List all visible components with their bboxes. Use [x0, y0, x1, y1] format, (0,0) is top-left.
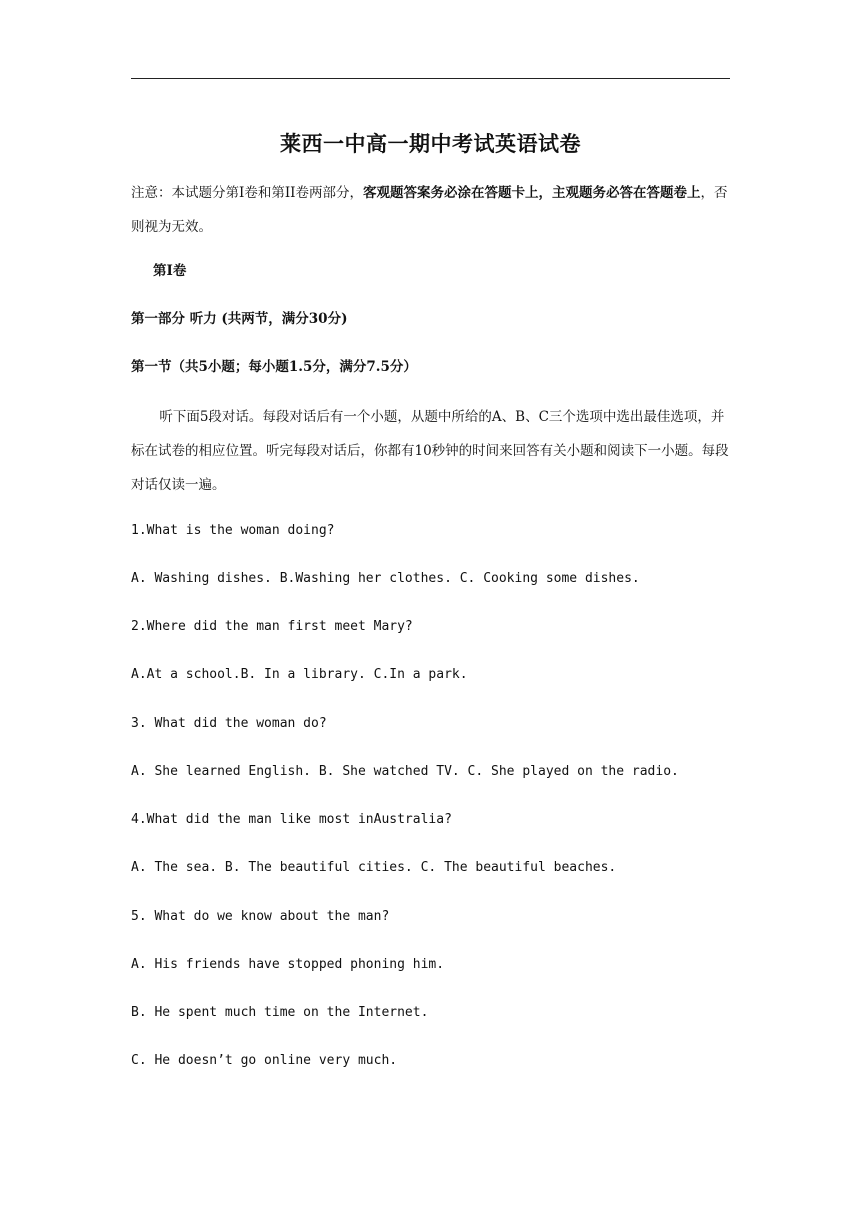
question-5-stem: 5. What do we know about the man? — [131, 909, 390, 924]
notice-suffix: ，否则视为无效。 — [131, 185, 728, 235]
question-1-options: A. Washing dishes. B.Washing her clothes. C. Cooking some dishes. — [131, 571, 640, 586]
section-heading: 第一节（共5小题；每小题1.5分，满分7.5分） — [131, 359, 417, 375]
part-heading: 第一部分 听力 (共两节，满分30分) — [131, 311, 348, 327]
exam-title: 莱西一中高一期中考试英语试卷 — [280, 131, 581, 156]
question-5-option-c: C. He doesn’t go online very much. — [131, 1053, 398, 1068]
volume-heading: 第Ⅰ卷 — [153, 263, 187, 279]
listening-instructions: 听下面5段对话。每段对话后有一个小题，从题中所给的A、B、C三个选项中选出最佳选项，并标在试卷的相应位置。听完每段对话后，你都有10秒钟的时间来回答有关小题和阅读下一小题。每段对话仅读一遍。 — [131, 409, 729, 493]
question-4-options: A. The sea. B. The beautiful cities. C. The beautiful beaches. — [131, 860, 617, 875]
notice-emphasis: 客观题答案务必涂在答题卡上，主观题务必答在答题卷上 — [363, 185, 701, 201]
question-4-stem: 4.What did the man like most inAustralia? — [131, 812, 452, 827]
notice-prefix: 注意：本试题分第Ⅰ卷和第II卷两部分， — [131, 185, 363, 201]
question-5-option-b: B. He spent much time on the Internet. — [131, 1005, 429, 1020]
question-2-options: A.At a school.B. In a library. C.In a park. — [131, 667, 468, 682]
question-3-options: A. She learned English. B. She watched TV. C. She played on the radio. — [131, 764, 679, 779]
question-3-stem: 3. What did the woman do? — [131, 716, 327, 731]
exam-notice — [131, 176, 734, 244]
header-rule — [131, 78, 730, 79]
question-1-stem: 1.What is the woman doing? — [131, 523, 335, 538]
question-2-stem: 2.Where did the man first meet Mary? — [131, 619, 413, 634]
question-5-option-a: A. His friends have stopped phoning him. — [131, 957, 445, 972]
